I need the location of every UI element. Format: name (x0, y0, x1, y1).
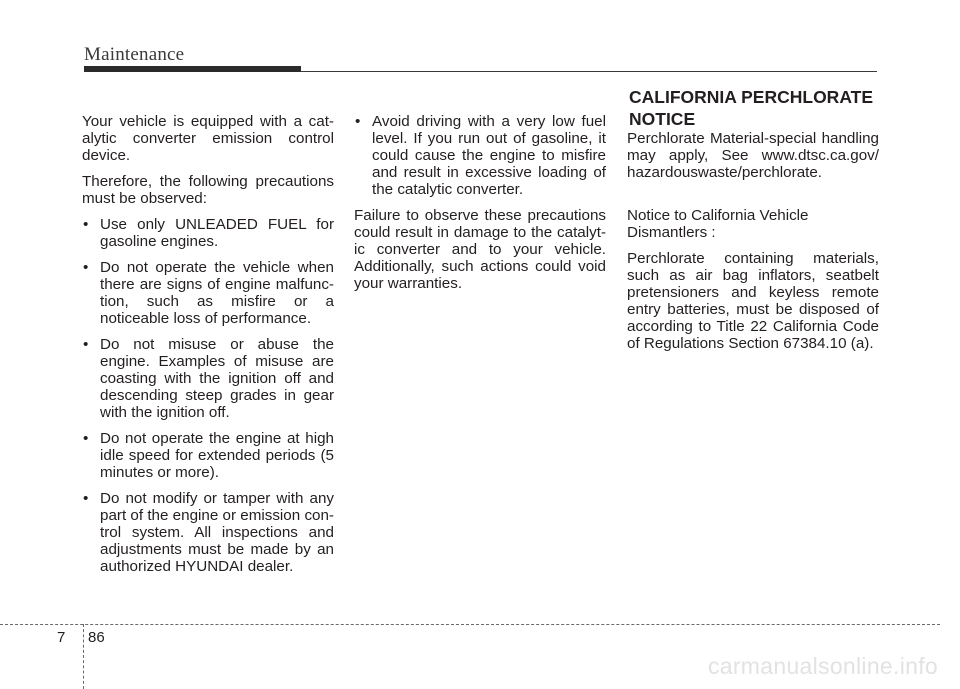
notice-line-2: Dismantlers : (627, 224, 716, 241)
list-item: • Do not modify or tamper with any part of the engine or emission con-trol system. All inspections and adjustments must be made by an authorized HYUNDAI dealer. (82, 490, 334, 575)
footer-divider (83, 624, 84, 689)
intro-paragraph: Your vehicle is equipped with a cat-alytic converter emission control device. (82, 113, 334, 164)
header-rule (301, 71, 877, 72)
column-left (82, 113, 334, 584)
precautions-list (82, 216, 334, 575)
list-item: • Do not operate the vehicle when there are signs of engine malfunc-tion, such as misfire or a noticeable loss of performance. (82, 259, 334, 327)
column-right (627, 130, 879, 361)
list-item: • Do not operate the engine at high idle speed for extended periods (5 minutes or more). (82, 430, 334, 481)
header-bar (84, 66, 301, 72)
list-item: • Do not misuse or abuse the engine. Examples of misuse are coasting with the ignition off and descending steep grades in gear with the ignition off. (82, 336, 334, 421)
warning-paragraph: Failure to observe these precautions could result in damage to the catalyt-ic converter and to your vehicle. Additionally, such actions could void your warranties. (354, 207, 606, 292)
perchlorate-body: Perchlorate containing materials, such as air bag inflators, seatbelt pretensioners and keyless remote entry batteries, must be disposed of according to Title 22 California Code of Regulations Section 67384.10 (a). (627, 250, 879, 352)
page-number: 86 (88, 629, 105, 646)
column-middle (354, 113, 606, 301)
footer-rule (0, 624, 940, 625)
precautions-list-continued (354, 113, 606, 198)
list-item: • Avoid driving with a very low fuel level. If you run out of gasoline, it could cause the engine to misfire and result in excessive loading of the catalytic converter. (354, 113, 606, 198)
notice-heading (627, 207, 879, 241)
watermark: carmanualsonline.info (707, 653, 938, 679)
section-heading: CALIFORNIA PERCHLORATE NOTICE (629, 87, 874, 129)
chapter-number: 7 (57, 629, 66, 646)
page-section-title: Maintenance (84, 44, 185, 65)
list-item: • Use only UNLEADED FUEL for gasoline engines. (82, 216, 334, 250)
notice-line-1: Notice to California Vehicle (627, 207, 809, 224)
precautions-intro: Therefore, the following precautions must be observed: (82, 173, 334, 207)
handling-paragraph: Perchlorate Material-special handling may apply, See www.dtsc.ca.gov/ hazardouswaste/perchlorate. (627, 130, 879, 181)
